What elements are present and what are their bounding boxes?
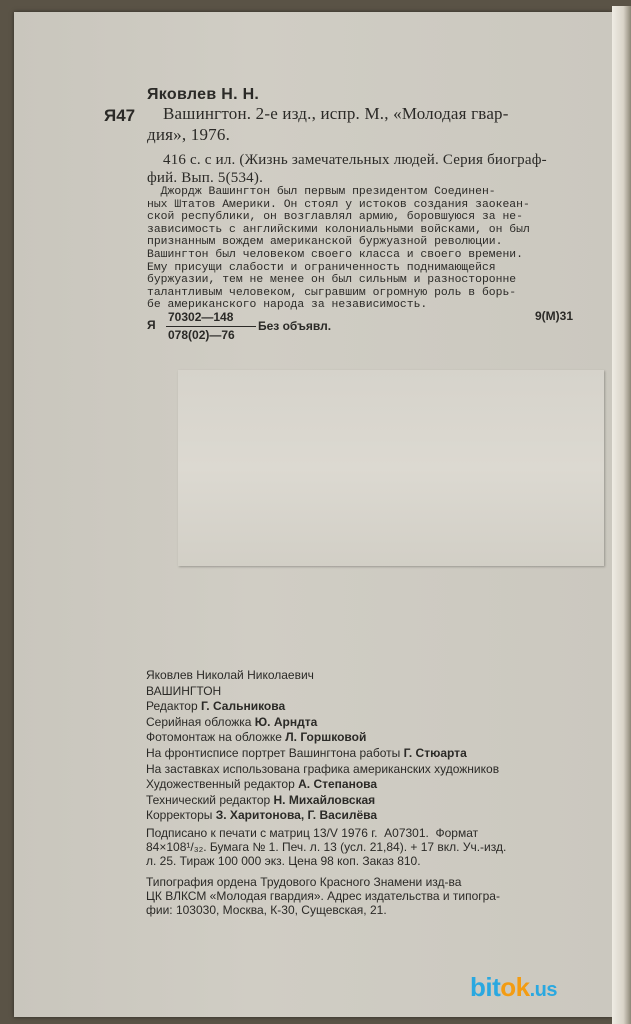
card-title-line2: дия», 1976. — [147, 125, 231, 144]
imprint-title: ВАШИНГТОН — [146, 683, 222, 698]
code-note: Без объявл. — [258, 319, 332, 333]
abstract-line: Ему присущи слабости и ограниченность поднимающейся — [147, 261, 496, 274]
print-data-line: л. 25. Тираж 100 000 экз. Цена 98 коп. Заказ 810. — [146, 854, 421, 868]
abstract-line: бе американского народа за независимость. — [147, 299, 428, 312]
abstract-line: зависимость с английскими колониальными войсками, он был — [147, 223, 530, 236]
fraction-line — [166, 326, 256, 327]
card-abstract — [147, 186, 587, 312]
credit-line: Серийная обложка Ю. Арндта — [146, 714, 318, 729]
print-data — [146, 826, 506, 868]
abstract-line: Вашингтон был человеком своего класса и своего времени. — [147, 248, 523, 261]
card-title-line1: Вашингтон. 2-е изд., испр. М., «Молодая гвар- — [163, 104, 509, 123]
code-denominator: 078(02)—76 — [168, 328, 235, 342]
card-pages-line1: 416 с. с ил. (Жизнь замечательных людей. Серия биограф- — [163, 152, 547, 168]
abstract-line: признанным вождем американской буржуазной революции. — [147, 236, 503, 249]
abstract-line: ных Штатов Америки. Он стоял у истоков создания заокеан- — [147, 198, 530, 211]
credit-line: На фронтисписе портрет Вашингтона работы Г. Стюарта — [146, 745, 467, 760]
imprint-author: Яковлев Николай Николаевич — [146, 668, 314, 682]
card-author: Яковлев Н. Н. — [147, 86, 260, 103]
pasted-sticker — [178, 370, 604, 566]
watermark-text: bitok.us — [470, 972, 558, 1002]
abstract-line: талантливым человеком, сыгравшим огромную роль в борь- — [147, 286, 517, 299]
bbk-code: 9(М)31 — [535, 309, 574, 323]
credit-line: Редактор Г. Сальникова — [146, 699, 286, 714]
credit-line: Корректоры З. Харитонова, Г. Василёва — [146, 808, 378, 823]
credit-line: На заставках использована графика американских художников — [146, 761, 500, 776]
printer-line: Типография ордена Трудового Красного Знамени изд-ва — [146, 875, 462, 889]
abstract-line: Джордж Вашингтон был первым президентом Соединен- — [147, 186, 496, 198]
page-edge — [612, 6, 631, 1024]
printer-line: фии: 103030, Москва, К-30, Сущевская, 21. — [146, 903, 387, 917]
card-index: Я47 — [104, 106, 136, 125]
credit-line: Художественный редактор А. Степанова — [146, 777, 378, 792]
printer-info — [146, 875, 500, 917]
abstract-line: ской республики, он возглавлял армию, боровшуюся за не- — [147, 211, 523, 224]
credit-line: Технический редактор Н. Михайловская — [146, 792, 376, 807]
imprint-block — [146, 668, 499, 824]
watermark-logo — [470, 972, 620, 1012]
card-pages-line2: фий. Вып. 5(534). — [147, 170, 264, 186]
abstract-line: буржуазии, тем не менее он был сильным и разносторонне — [147, 274, 517, 287]
code-numerator: 70302—148 — [168, 310, 234, 324]
code-letter: Я — [147, 318, 156, 332]
credit-line: Фотомонтаж на обложке Л. Горшковой — [146, 730, 367, 745]
printer-line: ЦК ВЛКСМ «Молодая гвардия». Адрес издательства и типогра- — [146, 889, 500, 903]
print-data-line: Подписано к печати с матриц 13/V 1976 г. А07301. Формат — [146, 826, 479, 840]
print-data-line: 84×108¹/₃₂. Бумага № 1. Печ. л. 13 (усл. 21,84). + 17 вкл. Уч.-изд. — [146, 840, 507, 854]
